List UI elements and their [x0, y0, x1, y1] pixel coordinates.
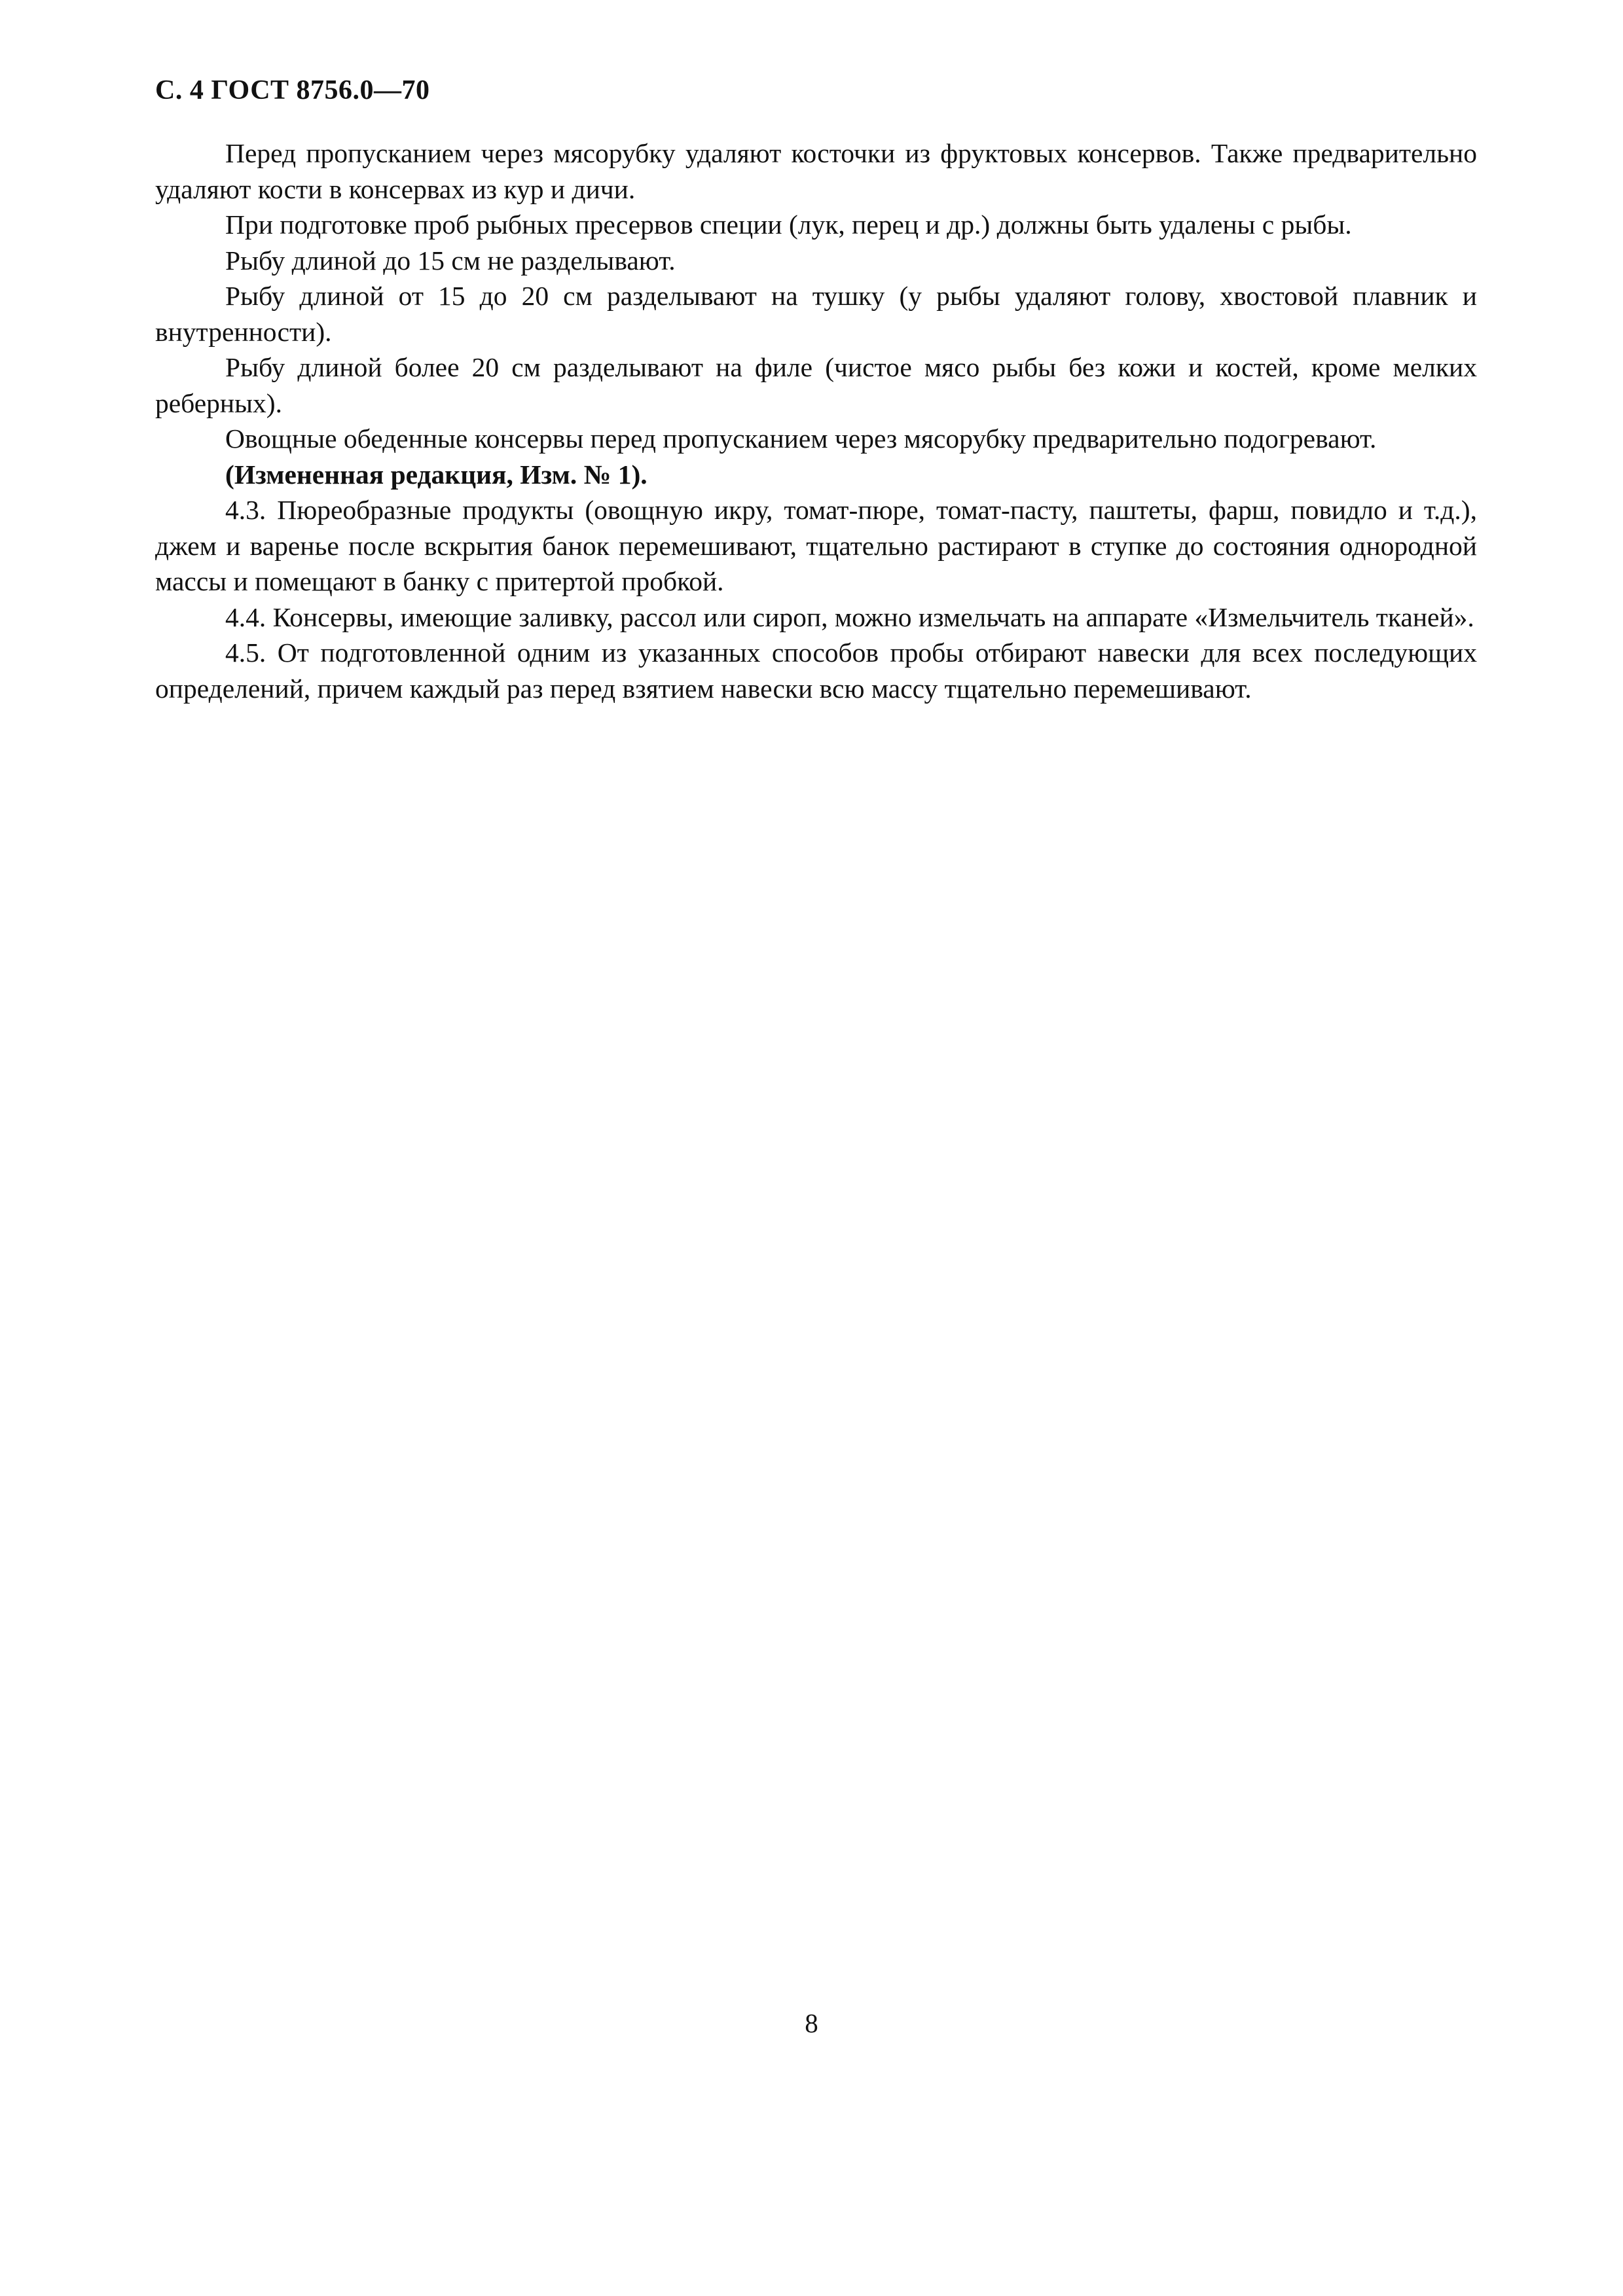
running-head: С. 4 ГОСТ 8756.0—70 — [155, 75, 430, 105]
paragraph-fish-over-20cm: Рыбу длиной более 20 см разделывают на филе (чистое мясо рыбы без кожи и костей, кроме мелких реберных). — [155, 352, 1477, 418]
paragraph-fish-preserves-spices: При подготовке проб рыбных пресервов специи (лук, перец и др.) должны быть удалены с рыбы. — [225, 209, 1352, 240]
amendment-note: (Измененная редакция, Изм. № 1). — [225, 459, 647, 490]
paragraph-fish-under-15cm: Рыбу длиной до 15 см не разделывают. — [225, 245, 676, 276]
body-text — [155, 135, 1477, 706]
clause-4-4: 4.4. Консервы, имеющие заливку, рассол или сироп, можно измельчать на аппарате «Измельчитель тканей». — [225, 601, 1474, 632]
paragraph-fruit-pits: Перед пропусканием через мясорубку удаляют косточки из фруктовых консервов. Также предварительно удаляют кости в консервах из кур и дичи. — [155, 138, 1477, 204]
paragraph-vegetable-dinner-preserves: Овощные обеденные консервы перед пропусканием через мясорубку предварительно подогревают. — [225, 423, 1377, 454]
page-number: 8 — [805, 2008, 818, 2038]
clause-4-5: 4.5. От подготовленной одним из указанных способов пробы отбирают навески для всех последующих определений, причем каждый раз перед взятием навески всю массу тщательно перемешивают. — [155, 637, 1477, 704]
clause-4-3: 4.3. Пюреобразные продукты (овощную икру, томат-пюре, томат-пасту, паштеты, фарш, повидло и т.д.), джем и варенье после вскрытия банок перемешивают, тщательно растирают в ступке до состояния однородной массы и помещают в банку с притертой пробкой. — [155, 495, 1477, 596]
paragraph-fish-15-20cm: Рыбу длиной от 15 до 20 см разделывают на тушку (у рыбы удаляют голову, хвостовой плавник и внутренности). — [155, 281, 1477, 347]
